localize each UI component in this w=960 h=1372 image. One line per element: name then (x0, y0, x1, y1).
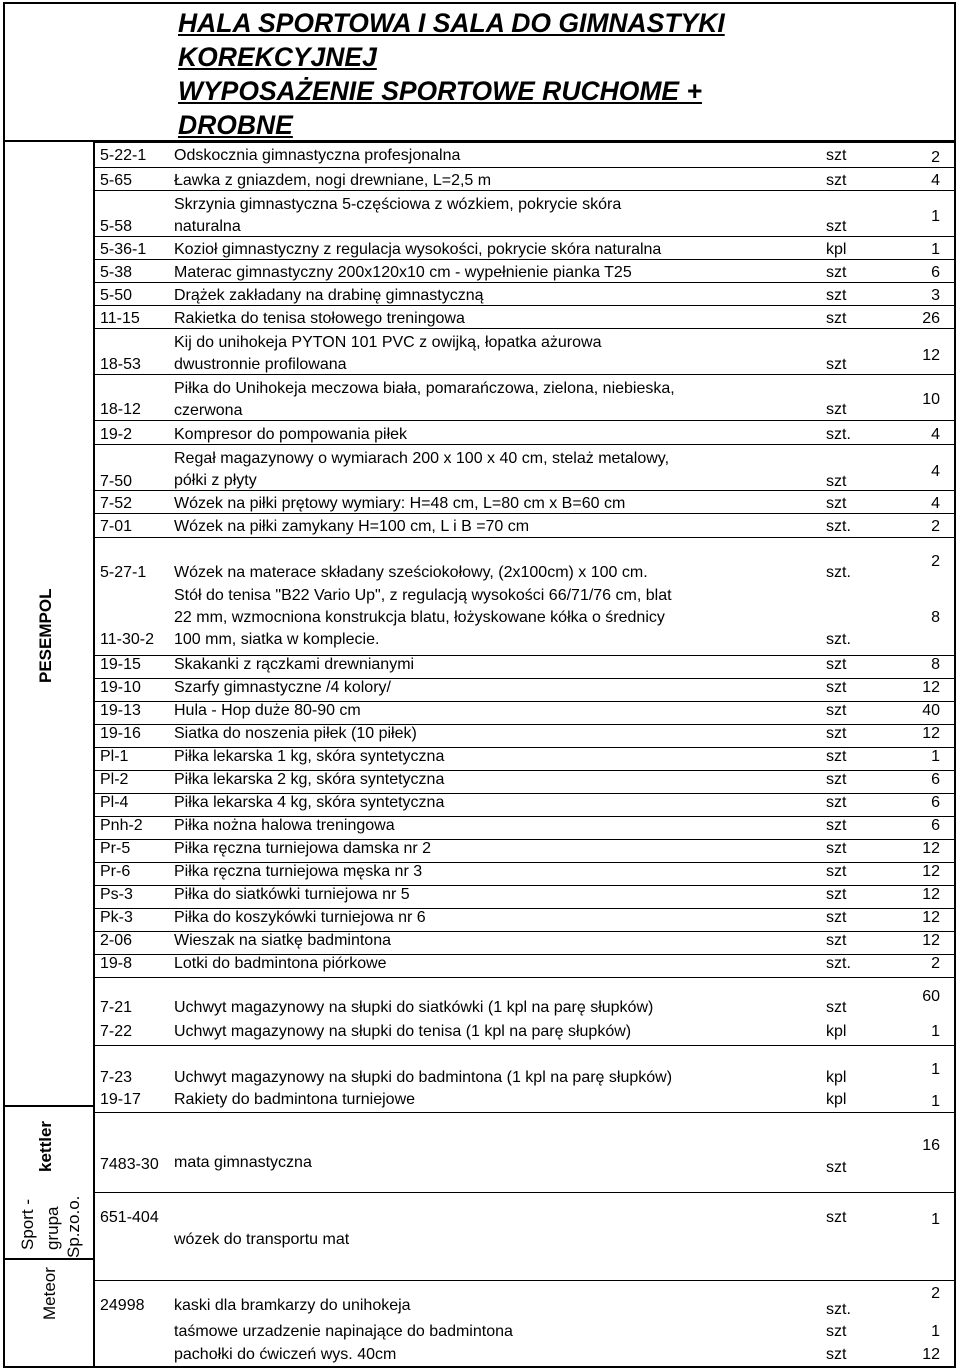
row-separator (95, 513, 956, 514)
item-name: Szarfy gimnastyczne /4 kolory/ (174, 679, 391, 696)
item-qty: 12 (922, 347, 940, 364)
item-name: Odskocznia gimnastyczna profesjonalna (174, 147, 461, 164)
item-unit: szt (826, 1209, 847, 1226)
item-qty: 4 (931, 495, 940, 512)
item-unit: szt. (826, 631, 851, 648)
item-code: 7-22 (100, 1023, 133, 1040)
supplier-kettler: kettler (36, 1120, 55, 1172)
item-name: pachołki do ćwiczeń wys. 40cm (174, 1346, 397, 1363)
item-qty: 1 (931, 748, 940, 765)
item-unit: kpl (826, 1091, 847, 1108)
item-code: Pk-3 (100, 909, 133, 926)
row-separator (95, 236, 956, 237)
item-name: Uchwyt magazynowy na słupki do tenisa (1 kpl na parę słupków) (174, 1023, 632, 1040)
item-name: Skakanki z rączkami drewnianymi (174, 656, 415, 673)
row-separator (95, 282, 956, 283)
item-name: Materac gimnastyczny 200x120x10 cm - wypełnienie pianka T25 (174, 264, 632, 281)
item-unit: szt (826, 218, 847, 235)
item-qty: 60 (922, 988, 940, 1005)
row-separator (95, 328, 956, 329)
item-unit: kpl (826, 1069, 847, 1086)
item-qty: 6 (931, 771, 940, 788)
row-separator (95, 537, 956, 538)
supplier-sport-line1: Sport - (18, 1198, 37, 1250)
row-separator (95, 259, 956, 260)
item-qty: 2 (931, 149, 940, 166)
item-code: 19-13 (100, 702, 141, 719)
item-unit: szt (826, 725, 847, 742)
row-separator (95, 1192, 956, 1193)
item-name: wózek do transportu mat (174, 1231, 350, 1248)
item-code: 19-10 (100, 679, 141, 696)
item-code: 18-12 (100, 401, 141, 418)
row-separator (95, 190, 956, 191)
supplier-pesempol: PESEMPOL (36, 588, 55, 683)
item-code: 7483-30 (100, 1156, 159, 1173)
item-code: Pr-6 (100, 863, 131, 880)
item-code: 11-30-2 (100, 631, 154, 648)
item-code: 2-06 (100, 932, 133, 949)
item-qty: 2 (931, 553, 940, 570)
item-name: Piłka do siatkówki turniejowa nr 5 (174, 886, 410, 903)
item-name: Piłka lekarska 2 kg, skóra syntetyczna (174, 771, 445, 788)
item-qty: 4 (931, 426, 940, 443)
item-qty: 12 (922, 932, 940, 949)
item-unit: szt (826, 1346, 847, 1363)
item-name-line: Stół do tenisa "B22 Vario Up", z regulacją wysokości 66/71/76 cm, blat (174, 587, 672, 604)
item-unit: szt (826, 310, 847, 327)
item-unit: szt (826, 1159, 847, 1176)
item-unit: szt (826, 748, 847, 765)
item-code: 19-8 (100, 955, 133, 972)
supplier-meteor: Meteor (40, 1267, 59, 1320)
item-unit: szt. (826, 518, 851, 535)
row-separator (95, 142, 956, 143)
title-line-2: KOREKCYJNEJ (178, 42, 377, 72)
item-qty: 8 (931, 609, 940, 626)
item-code: 18-53 (100, 356, 141, 373)
item-qty: 2 (931, 955, 940, 972)
item-qty: 12 (922, 840, 940, 857)
title-line-3: WYPOSAŻENIE SPORTOWE RUCHOME + (178, 76, 702, 106)
item-name: Piłka do koszykówki turniejowa nr 6 (174, 909, 426, 926)
item-unit: szt (826, 817, 847, 834)
row-separator (95, 374, 956, 375)
item-code: 7-21 (100, 999, 133, 1016)
item-unit: szt (826, 287, 847, 304)
item-qty: 2 (931, 1285, 940, 1302)
item-name-line: 100 mm, siatka w komplecie. (174, 631, 380, 648)
item-qty: 12 (922, 886, 940, 903)
row-separator (95, 444, 956, 445)
item-name: Ławka z gniazdem, nogi drewniane, L=2,5 m (174, 172, 492, 189)
item-code: 5-38 (100, 264, 133, 281)
item-code: 19-2 (100, 426, 133, 443)
item-name: Siatka do noszenia piłek (10 piłek) (174, 725, 417, 742)
item-unit: kpl (826, 1023, 847, 1040)
item-name: Piłka lekarska 1 kg, skóra syntetyczna (174, 748, 445, 765)
item-unit: szt (826, 473, 847, 490)
item-code: 5-22-1 (100, 147, 147, 164)
item-code: 5-65 (100, 172, 133, 189)
item-code: Pl-2 (100, 771, 129, 788)
item-unit: szt (826, 771, 847, 788)
item-qty: 4 (931, 172, 940, 189)
item-qty: 6 (931, 817, 940, 834)
item-code: 19-16 (100, 725, 141, 742)
item-name: Piłka lekarska 4 kg, skóra syntetyczna (174, 794, 445, 811)
item-name: Hula - Hop duże 80-90 cm (174, 702, 361, 719)
item-qty: 12 (922, 679, 940, 696)
item-qty: 8 (931, 656, 940, 673)
item-unit: szt (826, 264, 847, 281)
item-code: Ps-3 (100, 886, 133, 903)
item-qty: 2 (931, 518, 940, 535)
item-unit: szt (826, 999, 847, 1016)
item-qty: 1 (931, 241, 940, 258)
item-name-line: Regał magazynowy o wymiarach 200 x 100 x 40 cm, stelaż metalowy, (174, 450, 670, 467)
item-code: 651-404 (100, 1209, 159, 1226)
item-name: taśmowe urzadzenie napinające do badmintona (174, 1323, 513, 1340)
item-name: Uchwyt magazynowy na słupki do badmintona (1 kpl na parę słupków) (174, 1069, 673, 1086)
item-unit: szt (826, 401, 847, 418)
item-name: Piłka ręczna turniejowa damska nr 2 (174, 840, 432, 857)
item-name: Wózek na piłki zamykany H=100 cm, L i B =70 cm (174, 518, 530, 535)
item-code: 11-15 (100, 310, 140, 327)
item-unit: szt (826, 932, 847, 949)
item-qty: 16 (922, 1137, 940, 1154)
item-code: 7-52 (100, 495, 133, 512)
item-code: 7-50 (100, 473, 133, 490)
item-name: Rakietka do tenisa stołowego treningowa (174, 310, 465, 327)
item-name: Kompresor do pompowania piłek (174, 426, 408, 443)
item-qty: 4 (931, 463, 940, 480)
item-name-line: półki z płyty (174, 472, 257, 489)
item-name-line: naturalna (174, 218, 241, 235)
item-name: Wózek na materace składany sześciokołowy, (2x100cm) x 100 cm. (174, 564, 648, 581)
item-qty: 1 (931, 1323, 940, 1340)
item-name: Piłka nożna halowa treningowa (174, 817, 395, 834)
item-name-line: 22 mm, wzmocniona konstrukcja blatu, łożyskowane kółka o średnicy (174, 609, 665, 626)
item-unit: szt (826, 794, 847, 811)
item-unit: szt (826, 147, 847, 164)
item-unit: szt (826, 356, 847, 373)
item-name: kaski dla bramkarzy do unihokeja (174, 1297, 411, 1314)
item-unit: szt (826, 679, 847, 696)
item-qty: 12 (922, 863, 940, 880)
item-code: 19-17 (100, 1091, 141, 1108)
item-qty: 1 (931, 208, 940, 225)
item-code: 7-23 (100, 1069, 133, 1086)
item-code: 5-50 (100, 287, 133, 304)
item-unit: szt. (826, 1301, 851, 1318)
item-code: Pnh-2 (100, 817, 143, 834)
item-code: 19-15 (100, 656, 141, 673)
item-unit: szt. (826, 426, 851, 443)
item-qty: 1 (931, 1023, 940, 1040)
item-unit: szt (826, 840, 847, 857)
row-separator (95, 420, 956, 421)
item-code: Pr-5 (100, 840, 131, 857)
item-name: Piłka ręczna turniejowa męska nr 3 (174, 863, 423, 880)
item-unit: szt (826, 656, 847, 673)
item-code: 7-01 (100, 518, 133, 535)
item-qty: 10 (922, 391, 940, 408)
supplier-separator-1 (3, 1105, 95, 1107)
item-name-line: Kij do unihokeja PYTON 101 PVC z owijką, łopatka ażurowa (174, 334, 602, 351)
row-separator (95, 1045, 956, 1046)
item-qty: 3 (931, 287, 940, 304)
item-unit: szt (826, 863, 847, 880)
item-name-line: Piłka do Unihokeja meczowa biała, pomarańczowa, zielona, niebieska, (174, 380, 675, 397)
item-name: Lotki do badmintona piórkowe (174, 955, 387, 972)
item-unit: szt. (826, 955, 851, 972)
item-qty: 1 (931, 1061, 940, 1078)
item-unit: szt (826, 495, 847, 512)
row-separator (95, 1112, 956, 1113)
item-code: Pl-4 (100, 794, 129, 811)
item-code: Pl-1 (100, 748, 129, 765)
supplier-sport-line2: grupa (43, 1206, 62, 1250)
item-code: 5-36-1 (100, 241, 147, 258)
item-code: 5-27-1 (100, 564, 147, 581)
row-separator (95, 1280, 956, 1281)
supplier-column-divider (93, 142, 95, 1368)
row-separator (95, 167, 956, 168)
row-separator (95, 977, 956, 978)
item-name: Wózek na piłki prętowy wymiary: H=48 cm, L=80 cm x B=60 cm (174, 495, 626, 512)
item-name: Rakiety do badmintona turniejowe (174, 1091, 416, 1108)
item-name: Drążek zakładany na drabinę gimnastyczną (174, 287, 484, 304)
item-qty: 1 (931, 1211, 940, 1228)
item-name-line: dwustronnie profilowana (174, 356, 347, 373)
title-line-4: DROBNE (178, 110, 293, 140)
item-qty: 40 (922, 702, 940, 719)
item-qty: 26 (922, 310, 940, 327)
item-qty: 12 (922, 909, 940, 926)
supplier-separator-2 (3, 1258, 95, 1260)
item-name-line: czerwona (174, 402, 243, 419)
item-name: Kozioł gimnastyczny z regulacja wysokości, pokrycie skóra naturalna (174, 241, 662, 258)
item-name: Wieszak na siatkę badmintona (174, 932, 391, 949)
item-code: 5-58 (100, 218, 133, 235)
item-unit: szt (826, 886, 847, 903)
item-unit: szt. (826, 564, 851, 581)
item-qty: 6 (931, 794, 940, 811)
item-name: Uchwyt magazynowy na słupki do siatkówki (1 kpl na parę słupków) (174, 999, 654, 1016)
item-name: mata gimnastyczna (174, 1154, 312, 1171)
item-unit: kpl (826, 241, 847, 258)
item-code: 24998 (100, 1297, 145, 1314)
item-name-line: Skrzynia gimnastyczna 5-częściowa z wózkiem, pokrycie skóra (174, 196, 622, 213)
item-unit: szt (826, 702, 847, 719)
row-separator (95, 305, 956, 306)
document-title (178, 6, 778, 142)
title-line-1: HALA SPORTOWA I SALA DO GIMNASTYKI (178, 8, 725, 38)
item-qty: 6 (931, 264, 940, 281)
item-qty: 12 (922, 1346, 940, 1363)
item-unit: szt (826, 172, 847, 189)
item-qty: 1 (931, 1093, 940, 1110)
item-unit: szt (826, 1323, 847, 1340)
item-qty: 12 (922, 725, 940, 742)
supplier-sport-line3: Sp.zo.o. (64, 1195, 83, 1258)
item-unit: szt (826, 909, 847, 926)
